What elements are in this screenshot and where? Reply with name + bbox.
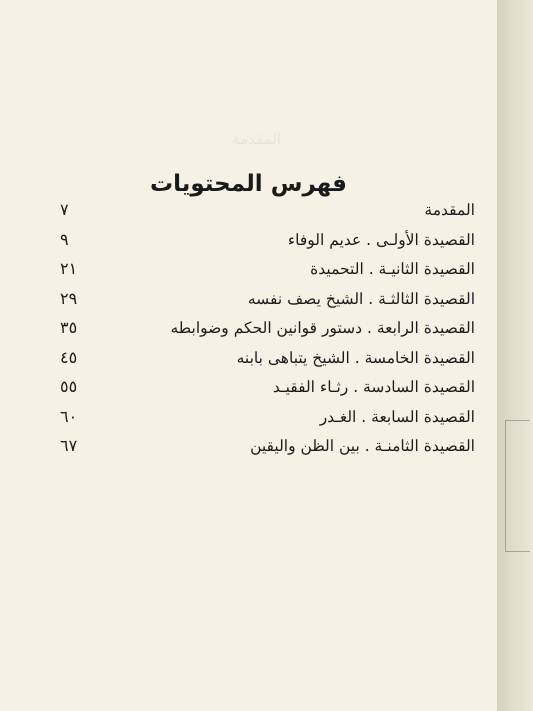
- toc-entry-title: القصيدة السادسة . رثـاء الفقيـد: [272, 378, 475, 396]
- table-of-contents: [60, 200, 475, 466]
- toc-entry-page-number: ٣٥: [60, 318, 78, 337]
- toc-entry-page-number: ٦٠: [60, 406, 78, 426]
- toc-entry-page-number: ٧: [60, 200, 69, 219]
- toc-entry-title: القصيدة الثالثـة . الشيخ يصف نفسه: [247, 289, 475, 308]
- toc-entry-title: القصيدة الثانيـة . التحميدة: [310, 260, 475, 278]
- toc-entry-page-number: ٥٥: [60, 377, 78, 396]
- toc-entry-poem-8: [60, 436, 475, 466]
- adjacent-page-edge: [497, 0, 533, 711]
- toc-entry-title: القصيدة الخامسة . الشيخ يتباهى بابنه: [236, 348, 475, 367]
- toc-entry-poem-6: [60, 377, 475, 407]
- toc-entry-page-number: ٦٧: [60, 436, 78, 455]
- adjacent-page-frame: [505, 420, 530, 552]
- toc-entry-title: القصيدة الرابعة . دستور قوانين الحكم وضوابطه: [170, 319, 475, 337]
- toc-entry-title: المقدمة: [424, 201, 475, 219]
- toc-entry-poem-3: [60, 289, 475, 319]
- toc-entry-title: القصيدة الأولـى . عديم الوفاء: [287, 230, 475, 249]
- toc-entry-page-number: ٩: [60, 229, 69, 249]
- show-through-heading: المقدمة: [232, 130, 281, 148]
- toc-entry-title: القصيدة الثامنـة . بين الظن واليقين: [250, 437, 475, 455]
- toc-entry-poem-1: [60, 230, 475, 260]
- page-title: فهرس المحتويات: [149, 171, 347, 198]
- toc-entry-poem-7: [60, 407, 475, 437]
- toc-entry-poem-4: [60, 318, 475, 348]
- toc-entry-poem-5: [60, 348, 475, 378]
- toc-entry-page-number: ٢٩: [60, 288, 78, 308]
- toc-entry-page-number: ٤٥: [60, 347, 78, 367]
- toc-entry-page-number: ٢١: [60, 259, 78, 278]
- toc-entry-title: القصيدة السابعة . الغـدر: [319, 407, 475, 426]
- toc-entry-poem-2: [60, 259, 475, 289]
- toc-entry-introduction: [60, 200, 475, 230]
